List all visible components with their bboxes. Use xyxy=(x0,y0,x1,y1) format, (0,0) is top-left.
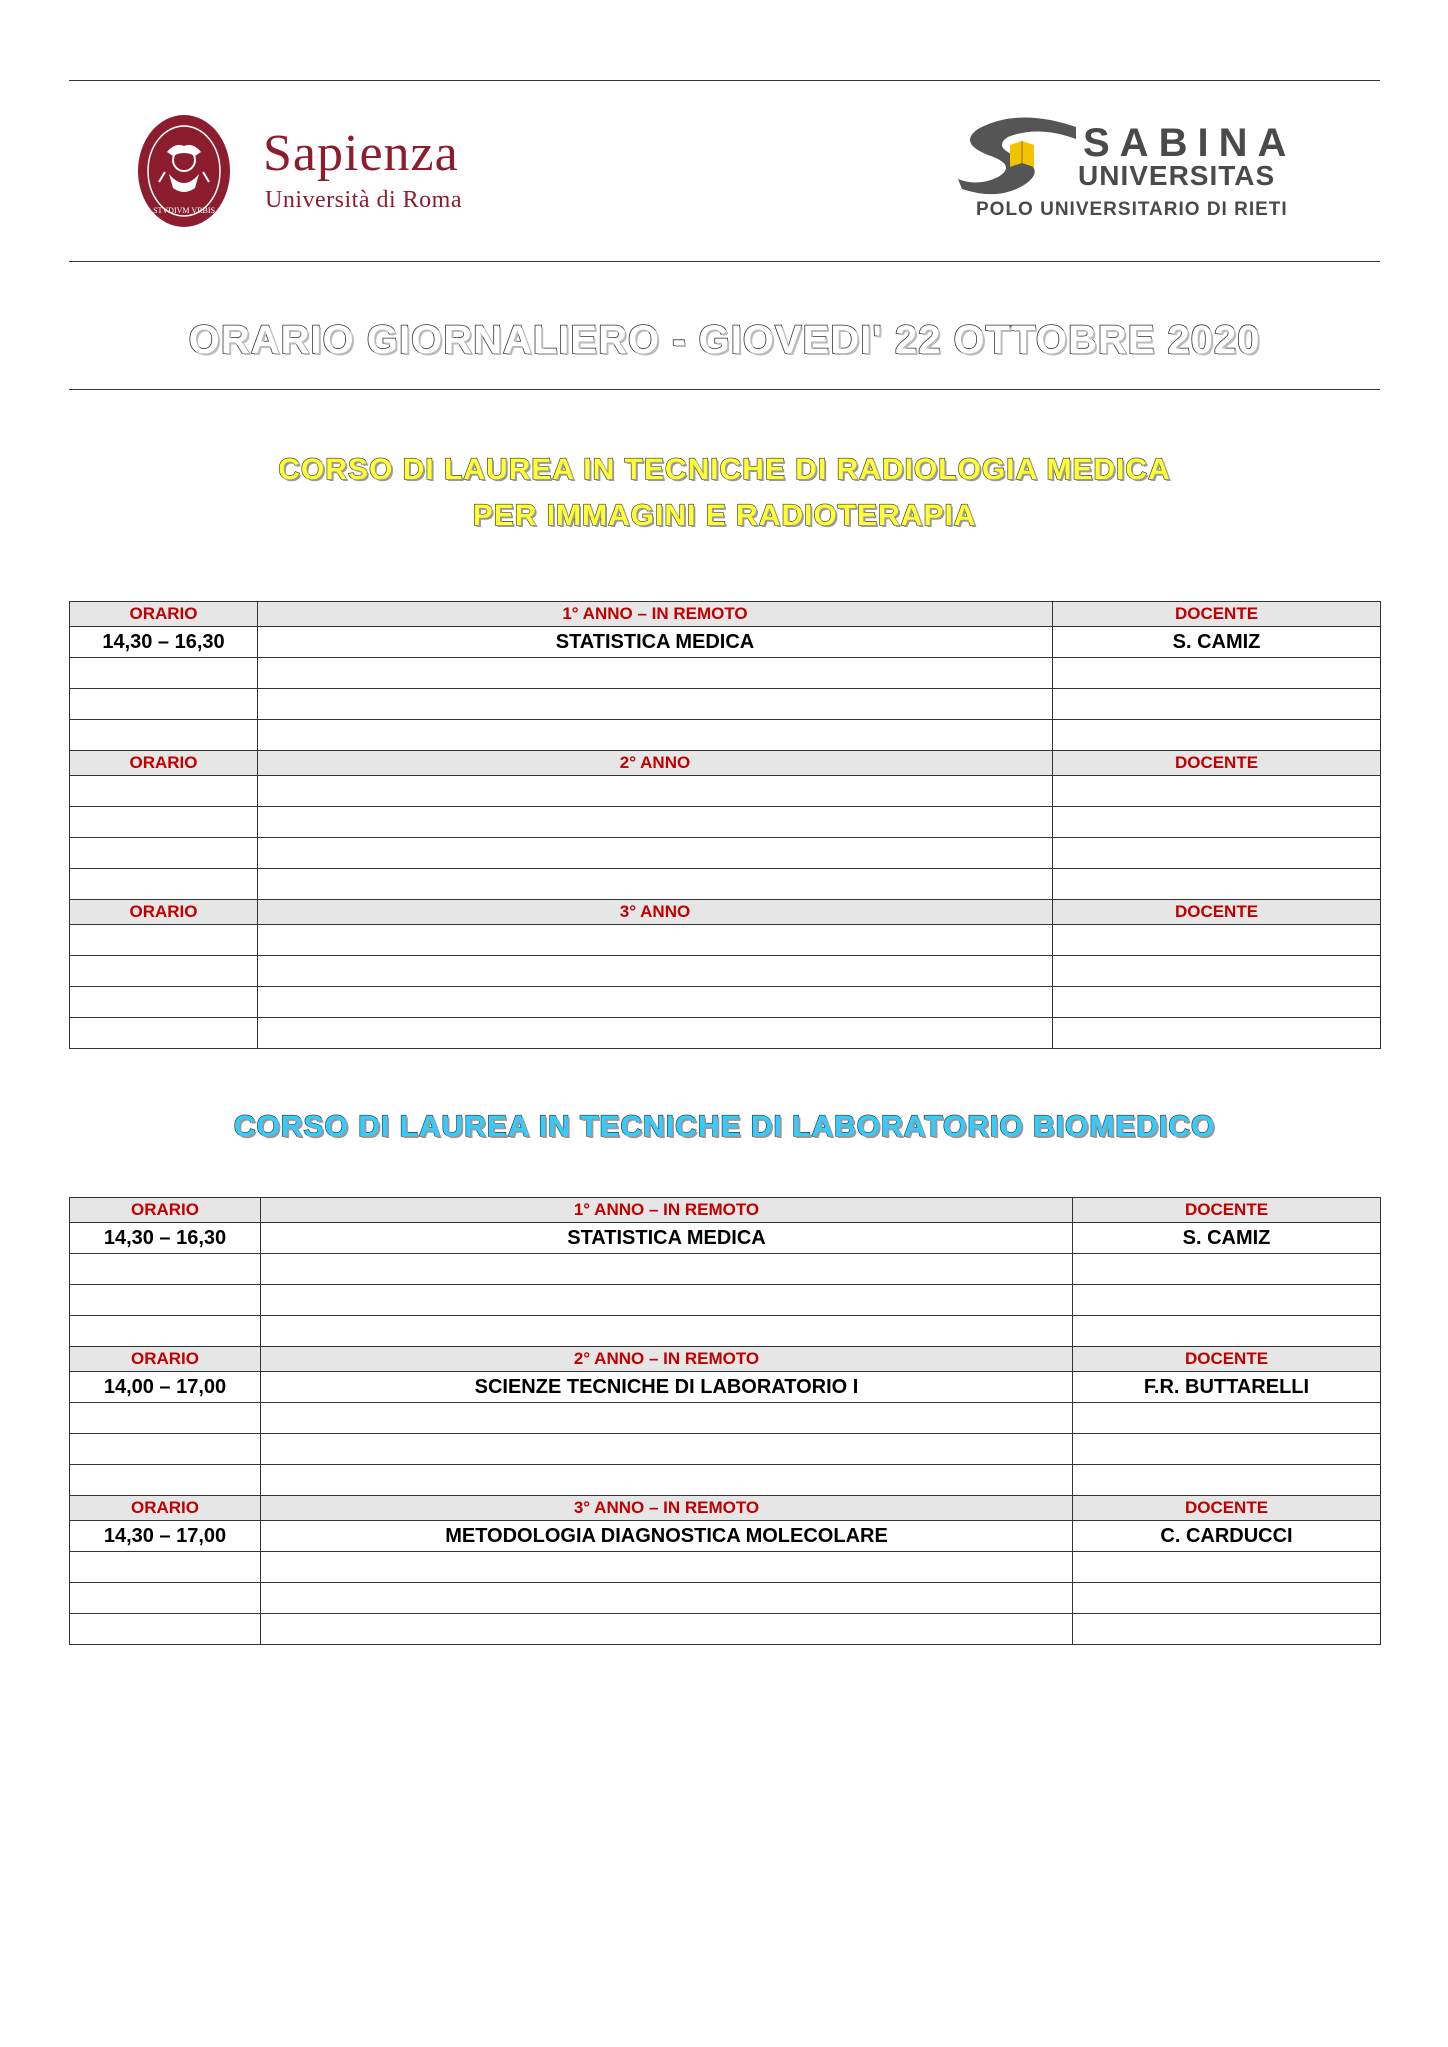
cell-teacher xyxy=(1053,776,1381,807)
table-row xyxy=(70,1254,1381,1285)
header-teacher: DOCENTE xyxy=(1073,1496,1381,1521)
header-teacher: DOCENTE xyxy=(1053,602,1381,627)
cell-teacher xyxy=(1073,1316,1381,1347)
header-rule xyxy=(69,261,1380,262)
table-header-row xyxy=(70,1347,1381,1372)
cell-teacher xyxy=(1073,1254,1381,1285)
cell-subject xyxy=(261,1552,1073,1583)
sabina-logo xyxy=(958,115,1318,225)
table-row xyxy=(70,1434,1381,1465)
cell-teacher xyxy=(1073,1465,1381,1496)
table-row xyxy=(70,956,1381,987)
table-row xyxy=(70,838,1381,869)
cell-time xyxy=(70,956,258,987)
cell-subject xyxy=(261,1254,1073,1285)
header-year: 3° ANNO – IN REMOTO xyxy=(261,1496,1073,1521)
cell-subject xyxy=(261,1465,1073,1496)
course-title-line: CORSO DI LAUREA IN TECNICHE DI RADIOLOGIA MEDICA xyxy=(278,453,1171,486)
cell-time xyxy=(70,720,258,751)
cell-time xyxy=(70,658,258,689)
table-row xyxy=(70,869,1381,900)
cell-time xyxy=(70,1434,261,1465)
cell-time xyxy=(70,1552,261,1583)
cell-teacher xyxy=(1053,925,1381,956)
header-time: ORARIO xyxy=(70,751,258,776)
header-time: ORARIO xyxy=(70,900,258,925)
cell-teacher xyxy=(1073,1285,1381,1316)
sapienza-subtitle: Università di Roma xyxy=(265,187,462,213)
header-time: ORARIO xyxy=(70,602,258,627)
cell-subject xyxy=(261,1403,1073,1434)
top-rule xyxy=(69,80,1380,81)
table-row xyxy=(70,689,1381,720)
table-header-row xyxy=(70,602,1381,627)
cell-time xyxy=(70,689,258,720)
sabina-universitas: UNIVERSITAS xyxy=(1078,160,1276,191)
cell-subject xyxy=(258,689,1053,720)
sapienza-logo xyxy=(135,112,515,230)
table-row xyxy=(70,1521,1381,1552)
cell-time xyxy=(70,1018,258,1049)
table-row xyxy=(70,1552,1381,1583)
cell-subject xyxy=(261,1316,1073,1347)
table-row xyxy=(70,987,1381,1018)
cell-teacher: S. CAMIZ xyxy=(1053,627,1381,658)
table-header-row xyxy=(70,1496,1381,1521)
cell-time: 14,30 – 16,30 xyxy=(70,627,258,658)
cell-subject xyxy=(258,925,1053,956)
table-row xyxy=(70,1583,1381,1614)
header-teacher: DOCENTE xyxy=(1053,900,1381,925)
cell-time xyxy=(70,1403,261,1434)
cell-teacher xyxy=(1073,1614,1381,1645)
table-row xyxy=(70,627,1381,658)
cell-subject xyxy=(261,1434,1073,1465)
table-row xyxy=(70,1285,1381,1316)
sabina-name: SABINA xyxy=(1083,121,1297,165)
cell-time: 14,30 – 16,30 xyxy=(70,1223,261,1254)
table-row xyxy=(70,1465,1381,1496)
header-time: ORARIO xyxy=(70,1198,261,1223)
sapienza-seal-icon xyxy=(135,112,233,230)
cell-teacher: C. CARDUCCI xyxy=(1073,1521,1381,1552)
cell-subject: METODOLOGIA DIAGNOSTICA MOLECOLARE xyxy=(261,1521,1073,1552)
table-row xyxy=(70,1018,1381,1049)
header-teacher: DOCENTE xyxy=(1073,1198,1381,1223)
cell-subject xyxy=(258,776,1053,807)
schedule-table-radiologia xyxy=(69,601,1381,1049)
cell-time xyxy=(70,869,258,900)
table-row xyxy=(70,776,1381,807)
cell-subject xyxy=(258,956,1053,987)
cell-subject xyxy=(258,987,1053,1018)
title-rule xyxy=(69,389,1380,390)
schedule-table-laboratorio xyxy=(69,1197,1381,1645)
cell-time xyxy=(70,1614,261,1645)
cell-subject xyxy=(258,720,1053,751)
course-title-line: PER IMMAGINI E RADIOTERAPIA xyxy=(472,499,977,532)
cell-teacher xyxy=(1053,838,1381,869)
header-time: ORARIO xyxy=(70,1347,261,1372)
cell-time xyxy=(70,1465,261,1496)
header-year: 1° ANNO – IN REMOTO xyxy=(258,602,1053,627)
table-row xyxy=(70,1316,1381,1347)
cell-subject xyxy=(258,658,1053,689)
sabina-polo: POLO UNIVERSITARIO DI RIETI xyxy=(976,199,1288,220)
cell-time xyxy=(70,925,258,956)
cell-subject xyxy=(258,838,1053,869)
cell-teacher xyxy=(1053,689,1381,720)
cell-time xyxy=(70,987,258,1018)
course-title-radiologia xyxy=(69,447,1380,539)
page-title: ORARIO GIORNALIERO - GIOVEDI' 22 OTTOBRE 2020 xyxy=(188,318,1261,362)
cell-time xyxy=(70,776,258,807)
cell-teacher xyxy=(1053,956,1381,987)
cell-time xyxy=(70,1285,261,1316)
seal-text: STVDIVM VRBIS xyxy=(153,206,215,215)
cell-teacher: F.R. BUTTARELLI xyxy=(1073,1372,1381,1403)
cell-teacher xyxy=(1073,1552,1381,1583)
cell-subject xyxy=(258,1018,1053,1049)
cell-subject xyxy=(258,807,1053,838)
cell-subject xyxy=(261,1583,1073,1614)
cell-teacher xyxy=(1053,869,1381,900)
cell-teacher xyxy=(1073,1434,1381,1465)
sabina-mark-icon xyxy=(958,115,1078,195)
cell-time xyxy=(70,838,258,869)
table-header-row xyxy=(70,751,1381,776)
table-row xyxy=(70,1614,1381,1645)
table-row xyxy=(70,807,1381,838)
course-title-line: CORSO DI LAUREA IN TECNICHE DI LABORATORIO BIOMEDICO xyxy=(233,1110,1216,1143)
table-row xyxy=(70,1403,1381,1434)
header-year: 3° ANNO xyxy=(258,900,1053,925)
cell-time: 14,30 – 17,00 xyxy=(70,1521,261,1552)
cell-teacher xyxy=(1053,1018,1381,1049)
cell-subject: SCIENZE TECNICHE DI LABORATORIO I xyxy=(261,1372,1073,1403)
cell-teacher: S. CAMIZ xyxy=(1073,1223,1381,1254)
header-year: 1° ANNO – IN REMOTO xyxy=(261,1198,1073,1223)
cell-subject xyxy=(258,869,1053,900)
table-row xyxy=(70,1372,1381,1403)
sapienza-name: Sapienza xyxy=(263,125,459,182)
cell-teacher xyxy=(1053,658,1381,689)
cell-subject: STATISTICA MEDICA xyxy=(258,627,1053,658)
course-title-laboratorio xyxy=(69,1104,1380,1150)
cell-subject: STATISTICA MEDICA xyxy=(261,1223,1073,1254)
table-header-row xyxy=(70,900,1381,925)
cell-time xyxy=(70,807,258,838)
cell-time xyxy=(70,1316,261,1347)
cell-teacher xyxy=(1053,720,1381,751)
header-year: 2° ANNO xyxy=(258,751,1053,776)
cell-teacher xyxy=(1073,1583,1381,1614)
cell-teacher xyxy=(1053,987,1381,1018)
table-row xyxy=(70,720,1381,751)
table-header-row xyxy=(70,1198,1381,1223)
header-teacher: DOCENTE xyxy=(1073,1347,1381,1372)
header-teacher: DOCENTE xyxy=(1053,751,1381,776)
cell-time xyxy=(70,1254,261,1285)
cell-teacher xyxy=(1053,807,1381,838)
cell-teacher xyxy=(1073,1403,1381,1434)
table-row xyxy=(70,658,1381,689)
table-row xyxy=(70,925,1381,956)
cell-time xyxy=(70,1583,261,1614)
header-year: 2° ANNO – IN REMOTO xyxy=(261,1347,1073,1372)
cell-time: 14,00 – 17,00 xyxy=(70,1372,261,1403)
header-time: ORARIO xyxy=(70,1496,261,1521)
table-row xyxy=(70,1223,1381,1254)
cell-subject xyxy=(261,1614,1073,1645)
cell-subject xyxy=(261,1285,1073,1316)
